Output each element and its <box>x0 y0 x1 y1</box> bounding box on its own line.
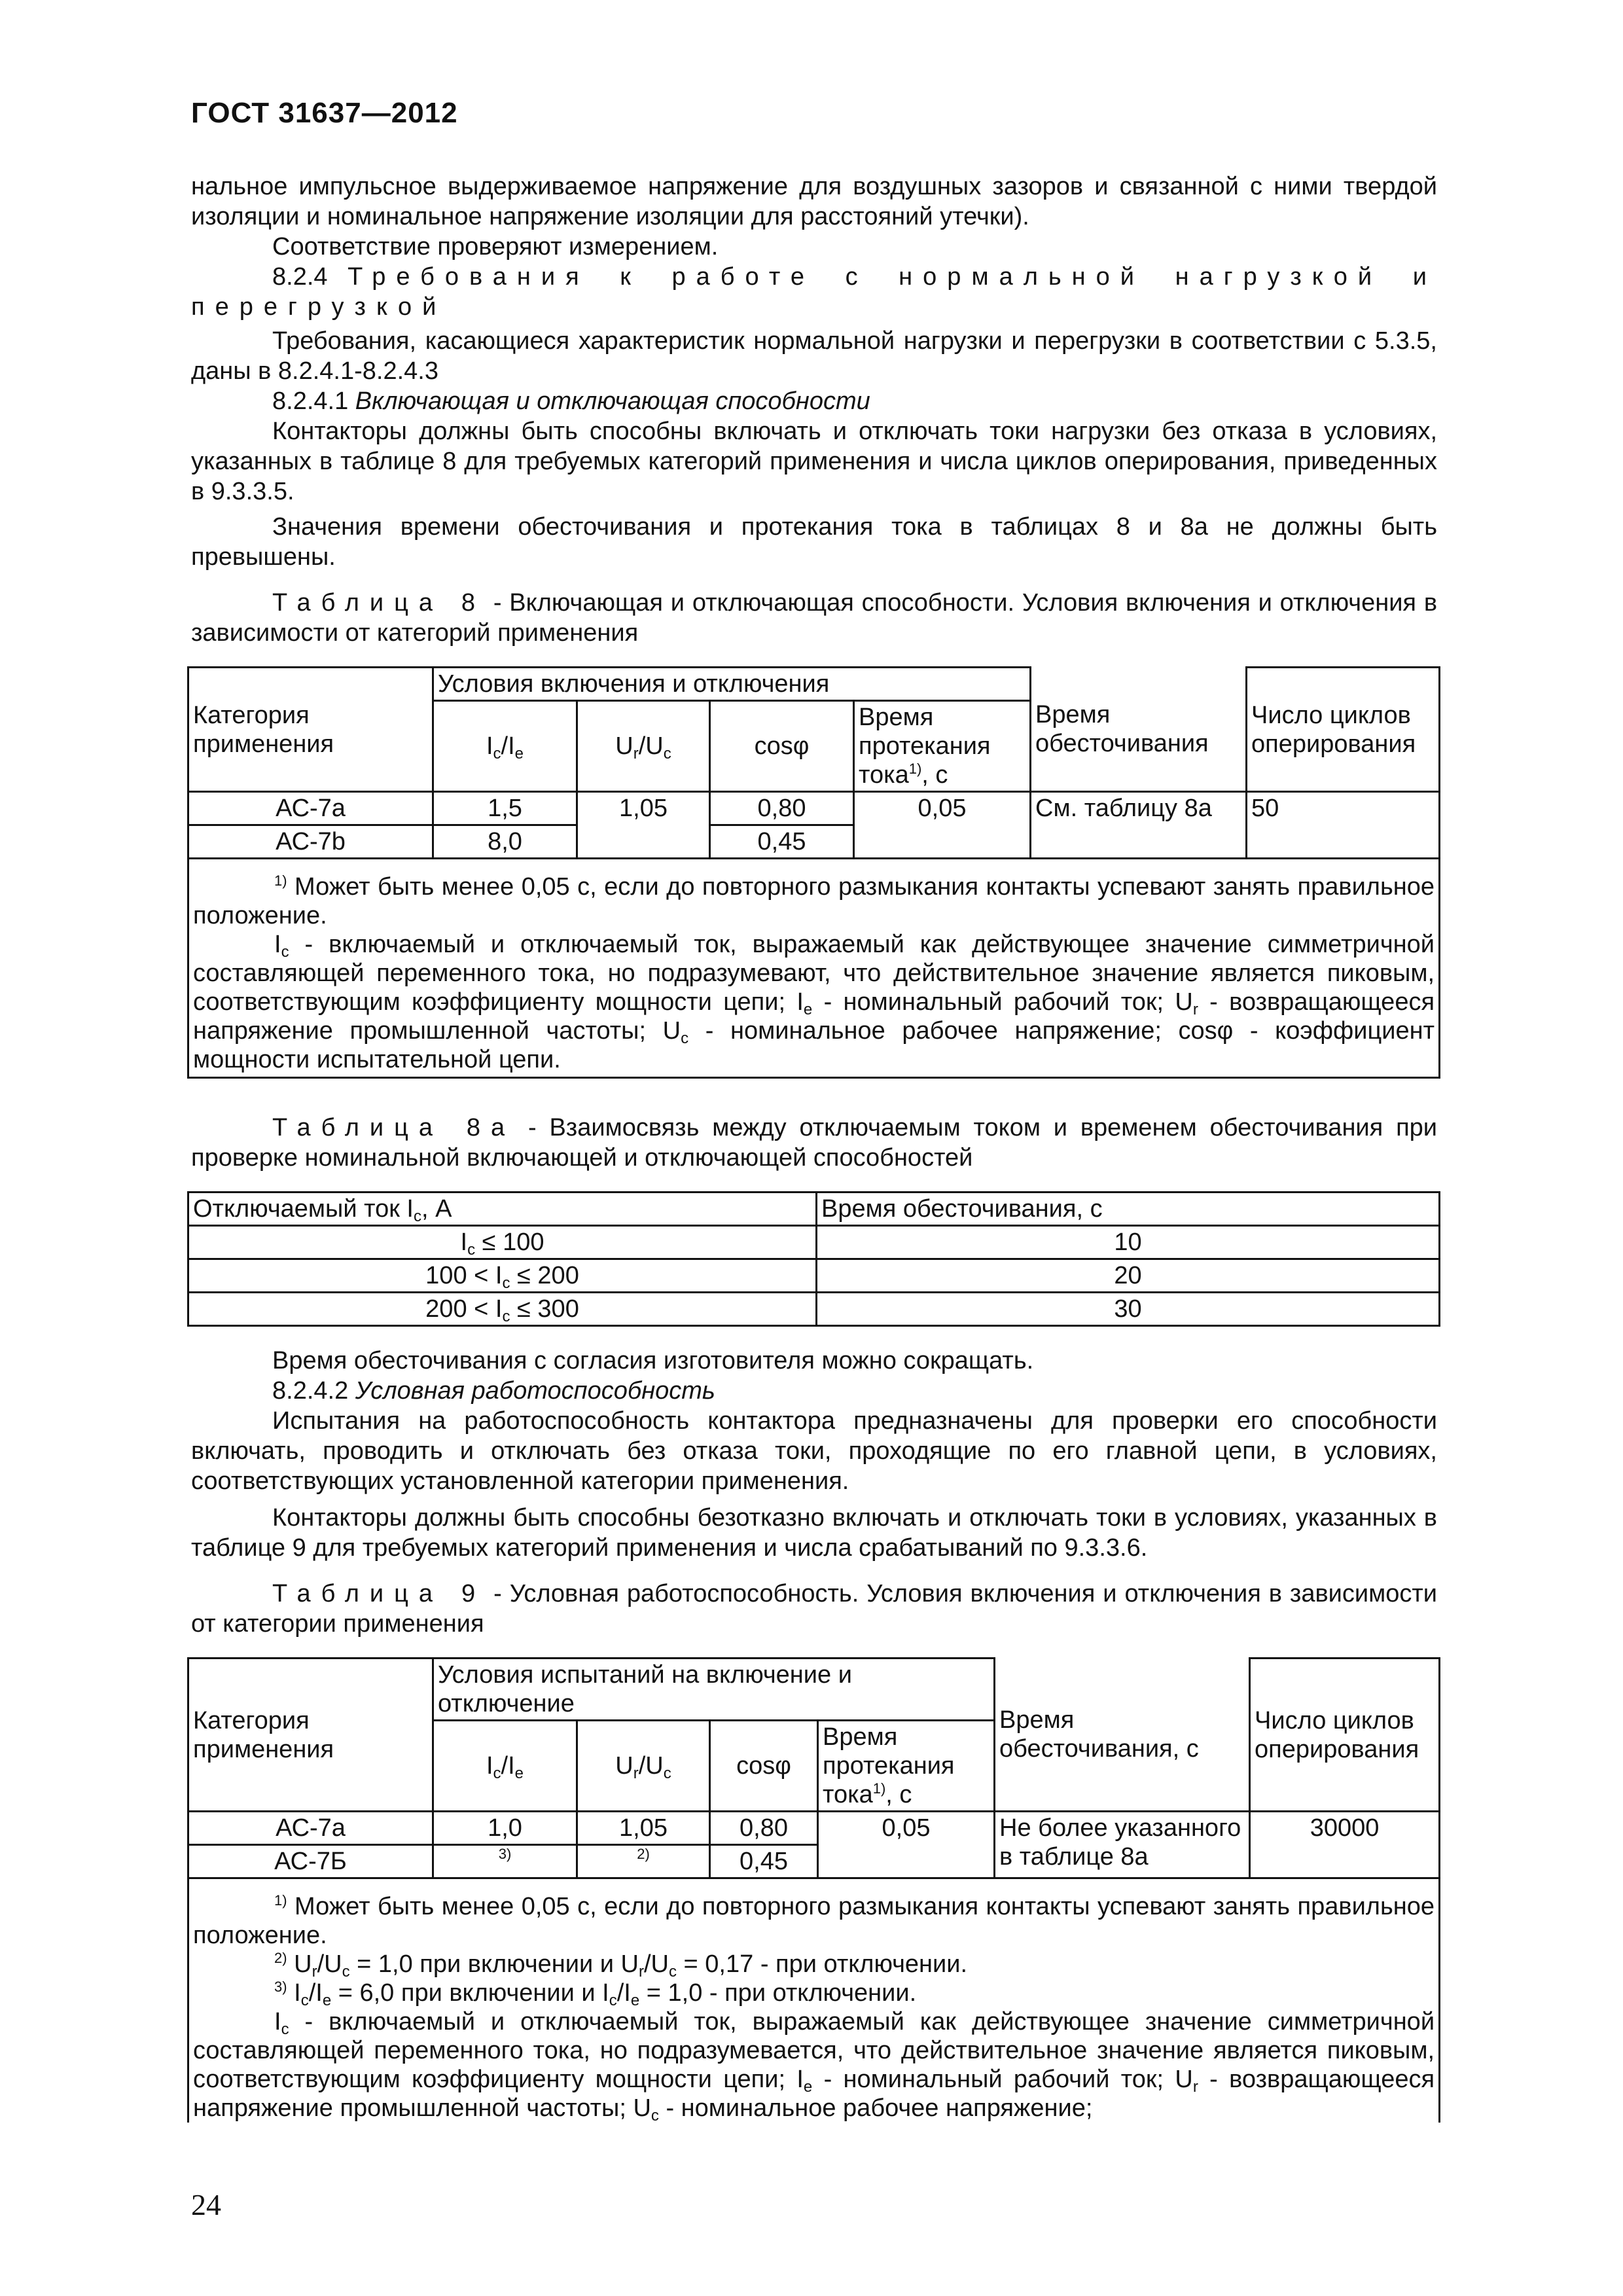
cell-category: АС-7а <box>188 792 433 825</box>
table-caption <box>191 1113 1437 1173</box>
subsection-number: 8.2.4.2 <box>272 1377 349 1405</box>
header-category: Категория применения <box>188 668 433 792</box>
cell-ic-ie: 1,0 <box>433 1812 577 1845</box>
symbol-explanation: $I_c$ - включаемый и отключаемый ток, выражаемый как действующее значение симметричной составляющей переменного тока, но подразумевается, что действительное значение является пиковым, соответствующим коэффициенту мощности цепи; $I_e$ - номинальный рабочий ток; $U_r$ - возвращающееся напряжение промышленной частоты; $U_c$ - номинальное рабочее напряжение; <box>193 2008 1435 2125</box>
footnote-3: $^{3)}$ $I_c/I_e = 6,0$ при включении и $I_c/I_e = 1,0$ - при отключении. <box>274 1979 917 2009</box>
cell-time: 20 <box>817 1259 1440 1293</box>
header-cos: cosφ <box>710 701 854 792</box>
header-time-flow-text: Время протекания тока <box>859 704 991 789</box>
table-label: Таблица 8 <box>272 589 486 617</box>
cell-cycles: 50 <box>1247 792 1440 859</box>
expl-text: - возвращающееся напряжение промышленной частоты; <box>193 2066 1435 2122</box>
header-cycles: Число циклов оперирования <box>1250 1659 1440 1812</box>
cell-ic-ie: 1,5 <box>433 792 577 825</box>
footnote-text: = 1,0 при включении и <box>357 1950 614 1978</box>
cell-deenergize: См. таблицу 8а <box>1031 792 1247 859</box>
cell-ic-ie: 8,0 <box>433 825 577 859</box>
table-9-notes <box>188 1878 1440 2123</box>
subsection-heading <box>191 386 1437 416</box>
expl-text: - включаемый и отключаемый ток, выражаемый как действующее значение симметричной составляющей переменного тока, но подразумевают, что действительное значение является пиковым, соответствующим коэффициенту мощности цепи; <box>193 931 1435 1016</box>
table-caption <box>191 588 1437 648</box>
document-header: ГОСТ 31637—2012 <box>191 97 458 129</box>
header-deenergize: Время обесточивания, с <box>995 1659 1250 1812</box>
header-ur-uc: $U_r/U_c$ <box>577 1721 710 1812</box>
cell-time-flow: 0,05 <box>854 792 1031 859</box>
table-caption-text: - Условная работоспособность. Условия включения и отключения в зависимости от категории применения <box>191 1580 1438 1638</box>
header-ic-ie: $I_c/I_e$ <box>433 701 577 792</box>
cell-cycles: 30000 <box>1250 1812 1440 1878</box>
subsection-number: 8.2.4.1 <box>272 387 349 415</box>
section-heading <box>191 262 1437 322</box>
page-number: 24 <box>191 2188 221 2221</box>
header-time: Время обесточивания, с <box>817 1193 1440 1226</box>
expl-text: - номинальное рабочее напряжение; <box>658 2094 1093 2122</box>
table-caption-text: - Включающая и отключающая способности. Условия включения и отключения в зависимости от категорий применения <box>191 589 1438 647</box>
symbol-explanation: $I_c$ - включаемый и отключаемый ток, выражаемый как действующее значение симметричной составляющей переменного тока, но подразумевают, что действительное значение является пиковым, соответствующим коэффициенту мощности цепи; $I_e$ - номинальный рабочий ток; $U_r$ - возвращающееся напряжение промышленной частоты; $U_c$ - номинальное рабочее напряжение; cosφ - коэффициент мощности испытательной цепи. <box>193 931 1435 1073</box>
cell-cos: 0,80 <box>710 792 854 825</box>
table-8 <box>187 666 1440 1079</box>
header-time-flow-unit: , с <box>885 1781 912 1808</box>
header-current: Отключаемый ток $I_c$, А <box>188 1193 817 1226</box>
cond-pre: 200 < <box>425 1295 495 1323</box>
expl-text: - возвращающееся напряжение промышленной частоты; <box>193 988 1435 1045</box>
header-current-text: Отключаемый ток I <box>193 1195 414 1223</box>
header-category: Категория применения <box>188 1659 433 1812</box>
cell-ur-uc: 1,05 <box>577 792 710 859</box>
cell-time-flow: 0,05 <box>818 1812 995 1878</box>
table-caption-text: - Взаимосвязь между отключаемым током и временем обесточивания при проверке номинальной включающей и отключающей способностей <box>191 1114 1438 1172</box>
cell-cos: 0,45 <box>710 825 854 859</box>
paragraph: Контакторы должны быть способны включать и отключать токи нагрузки без отказа в условиях, указанных в таблице 8 для требуемых категорий применения и числа циклов оперирования, приведенных в 9.3.3.5. <box>191 418 1437 505</box>
footnote-text: = 1,0 - при отключении. <box>646 1979 917 2007</box>
header-ur-uc: $U_r/U_c$ <box>577 701 710 792</box>
footnote-text: Может быть менее 0,05 с, если до повторного размыкания контакты успевают занять правильное положение. <box>193 873 1435 929</box>
section-title: Требования к работе с нормальной нагрузкой и перегрузкой <box>191 263 1437 321</box>
cell-ic-ie-note: 3) <box>433 1845 577 1878</box>
header-deenergize: Время обесточивания <box>1031 668 1247 792</box>
cell-ur-uc: 1,05 <box>577 1812 710 1845</box>
paragraph: нальное импульсное выдерживаемое напряжение для воздушных зазоров и связанной с ними твердой изоляции и номинальное напряжение изоляции для расстояний утечки). <box>191 173 1437 230</box>
subsection-title: Включающая и отключающая способности <box>355 387 870 415</box>
paragraph: Значения времени обесточивания и протекания тока в таблицах 8 и 8а не должны быть превышены. <box>191 513 1437 571</box>
header-ic-ie: $I_c/I_e$ <box>433 1721 577 1812</box>
cell-time: 10 <box>817 1226 1440 1259</box>
cell-current: $100 < I_c \le 200$ <box>188 1259 817 1293</box>
cell-current: $200 < I_c \le 300$ <box>188 1293 817 1326</box>
paragraph: Требования, касающиеся характеристик нормальной нагрузки и перегрузки в соответствии с 5.3.5, даны в 8.2.4.1-8.2.4.3 <box>191 327 1437 385</box>
header-time-flow-text: Время протекания тока <box>823 1723 955 1808</box>
paragraph: Время обесточивания с согласия изготовителя можно сокращать. <box>272 1347 1034 1374</box>
footnote-2: $^{2)}$ $U_r/U_c = 1,0$ при включении и $U_r/U_c = 0,17$ - при отключении. <box>274 1950 968 1981</box>
footnote-text: = 6,0 при включении и <box>338 1979 596 2007</box>
cell-deenergize: Не более указанного в таблице 8а <box>995 1812 1250 1878</box>
expl-text: - номинальный рабочий ток; <box>812 988 1175 1016</box>
table-label: Таблица 8а <box>272 1114 516 1141</box>
footnote-text: Может быть менее 0,05 с, если до повторного размыкания контакты успевают занять правильное положение. <box>193 1893 1435 1949</box>
cond-post: ≤ 200 <box>510 1262 579 1289</box>
cond-post: ≤ 300 <box>510 1295 579 1323</box>
cell-category: АС-7b <box>188 825 433 859</box>
subsection-title: Условная работоспособность <box>355 1377 715 1405</box>
cell-cos: 0,45 <box>710 1845 818 1878</box>
cell-ur-uc-note: 2) <box>577 1845 710 1878</box>
header-current-unit: , А <box>421 1195 452 1223</box>
table-label: Таблица 9 <box>272 1580 486 1607</box>
paragraph: Соответствие проверяют измерением. <box>272 233 719 260</box>
header-time-flow: Время протекания тока$^{1)}$, с <box>818 1721 995 1812</box>
cell-cos: 0,80 <box>710 1812 818 1845</box>
paragraph: Контакторы должны быть способны безотказно включать и отключать токи в условиях, указанных в таблице 9 для требуемых категорий применения и числа срабатываний по 9.3.3.6. <box>191 1504 1437 1562</box>
table-9 <box>187 1657 1440 2123</box>
footnote-1: $^{1)}$ Может быть менее 0,05 с, если до повторного размыкания контакты успевают занять правильное положение. <box>193 1892 1435 1949</box>
expl-text: - номинальное рабочее напряжение; cosφ - коэффициент мощности испытательной цепи. <box>193 1017 1435 1073</box>
footnote-1: $^{1)}$ Может быть менее 0,05 с, если до повторного размыкания контакты успевают занять правильное положение. <box>193 872 1435 929</box>
footnote-text: = 0,17 - при отключении. <box>683 1950 968 1978</box>
expl-text: - включаемый и отключаемый ток, выражаемый как действующее значение симметричной составляющей переменного тока, но подразумевается, что действительное значение является пиковым, соответствующим коэффициенту мощности цепи; <box>193 2008 1435 2093</box>
cond-pre: 100 < <box>425 1262 495 1289</box>
cell-category: АС-7а <box>188 1812 433 1845</box>
cell-time: 30 <box>817 1293 1440 1326</box>
table-8a <box>187 1191 1440 1327</box>
table-caption <box>191 1579 1437 1639</box>
header-group: Условия испытаний на включение и отключение <box>433 1659 995 1721</box>
cond-post: ≤ 100 <box>475 1229 544 1256</box>
expl-text: - номинальный рабочий ток; <box>812 2066 1175 2093</box>
subsection-heading <box>191 1376 1437 1406</box>
header-cycles: Число циклов оперирования <box>1247 668 1440 792</box>
header-cos: cosφ <box>710 1721 818 1812</box>
header-time-flow: Время протекания тока$^{1)}$, с <box>854 701 1031 792</box>
cell-category: АС-7Б <box>188 1845 433 1878</box>
header-group: Условия включения и отключения <box>433 668 1031 701</box>
header-time-flow-unit: , с <box>921 761 948 789</box>
paragraph: Испытания на работоспособность контактора предназначены для проверки его способности включать, проводить и отключать без отказа токи, проходящие по его главной цепи, в условиях, соответствующих установленной категории применения. <box>191 1407 1437 1495</box>
section-number: 8.2.4 <box>272 263 328 291</box>
table-8-notes <box>188 859 1440 1078</box>
cell-current: $I_c \le 100$ <box>188 1226 817 1259</box>
